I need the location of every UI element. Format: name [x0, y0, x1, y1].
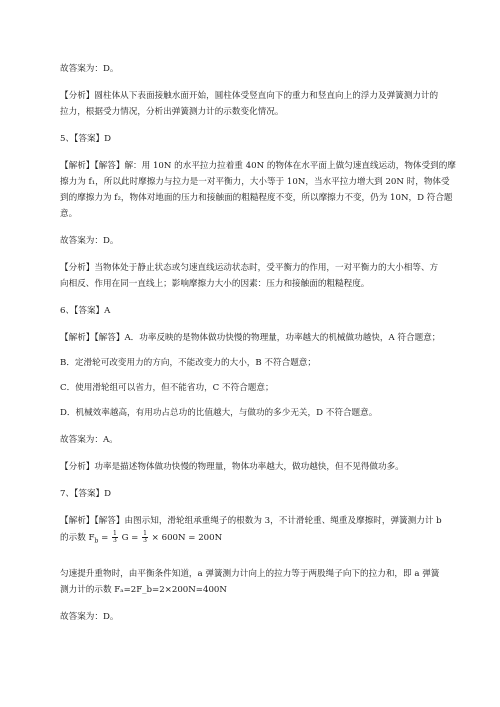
analysis-line: 拉力，根据受力情况，分析出弹簧测力计的示数变化情况。	[60, 107, 284, 117]
solution-line: 【解析】【解答】A．功率反映的是物体做功快慢的物理量，功率越大的机械做功越快，A 符合题意；	[60, 333, 441, 343]
solution-line: 测力计的示数 Fₐ=2F_b=2×200N=400N	[60, 585, 227, 595]
fraction-numerator: 1	[143, 530, 147, 537]
analysis-line: 【分析】功率是描述物体做功快慢的物理量，物体功率越大，做功越快，但不见得做功多。	[60, 462, 404, 472]
solution-line: 擦力为 f₁，所以此时摩擦力与拉力是一对平衡力，大小等于 10N，当水平拉力增大到 20N 时，物体受	[60, 177, 450, 187]
formula-rest: × 600N = 200N	[151, 533, 223, 543]
fraction-one-third	[112, 531, 118, 544]
fraction-numerator: 1	[113, 530, 117, 537]
formula-subscript: b	[94, 537, 99, 545]
answer-line: 故答案为：D。	[60, 612, 119, 622]
fraction-one-third	[142, 531, 148, 544]
question-heading-7: 7、【答案】D	[60, 489, 112, 499]
formula-prefix: 的示数 F	[60, 533, 95, 543]
solution-line: 【解析】【解答】由图示知，滑轮组承重绳子的根数为 3，不计滑轮重、绳重及摩擦时，弹簧测力计 b	[60, 516, 442, 526]
solution-line: 到的摩擦力为 f₂，物体对地面的压力和接触面的粗糙程度不变，所以摩擦力不变，仍为 10N，D 符合题	[60, 193, 453, 203]
formula-equals: =	[101, 533, 109, 543]
question-heading-6: 6、【答案】A	[60, 306, 111, 316]
answer-line: 故答案为：D。	[60, 236, 119, 246]
solution-line: B．定滑轮可改变用力的方向，不能改变力的大小，B 不符合题意；	[60, 358, 316, 368]
fraction-denominator: 3	[143, 537, 147, 544]
question-heading-5: 5、【答案】D	[60, 134, 112, 144]
analysis-line: 向相反、作用在同一直线上；影响摩擦力大小的因素：压力和接触面的粗糙程度。	[60, 279, 370, 289]
formula-g: G =	[121, 533, 139, 543]
solution-line: 意。	[60, 209, 78, 219]
formula-line	[60, 531, 222, 548]
solution-line: 【解析】【解答】解：用 10N 的水平拉力拉着重 40N 的物体在水平面上做匀速直线运动，物体受到的摩	[60, 161, 456, 171]
answer-line: 故答案为：A。	[60, 435, 118, 445]
analysis-line: 【分析】当物体处于静止状态或匀速直线运动状态时，受平衡力的作用，一对平衡力的大小相等、方	[60, 263, 439, 273]
solution-line: 匀速提升重物时，由平衡条件知道，a 弹簧测力计向上的拉力等于两股绳子向下的拉力和，即 a 弹簧	[60, 569, 440, 579]
fraction-denominator: 3	[113, 537, 117, 544]
analysis-line: 【分析】圆柱体从下表面接触水面开始，圆柱体受竖直向下的重力和竖直向上的浮力及弹簧测力计的	[60, 91, 439, 101]
solution-line: C．使用滑轮组可以省力，但不能省功，C 不符合题意；	[60, 383, 274, 393]
answer-line: 故答案为：D。	[60, 64, 119, 74]
solution-line: D．机械效率越高，有用功占总功的比值越大，与做功的多少无关，D 不符合题意。	[60, 408, 378, 418]
